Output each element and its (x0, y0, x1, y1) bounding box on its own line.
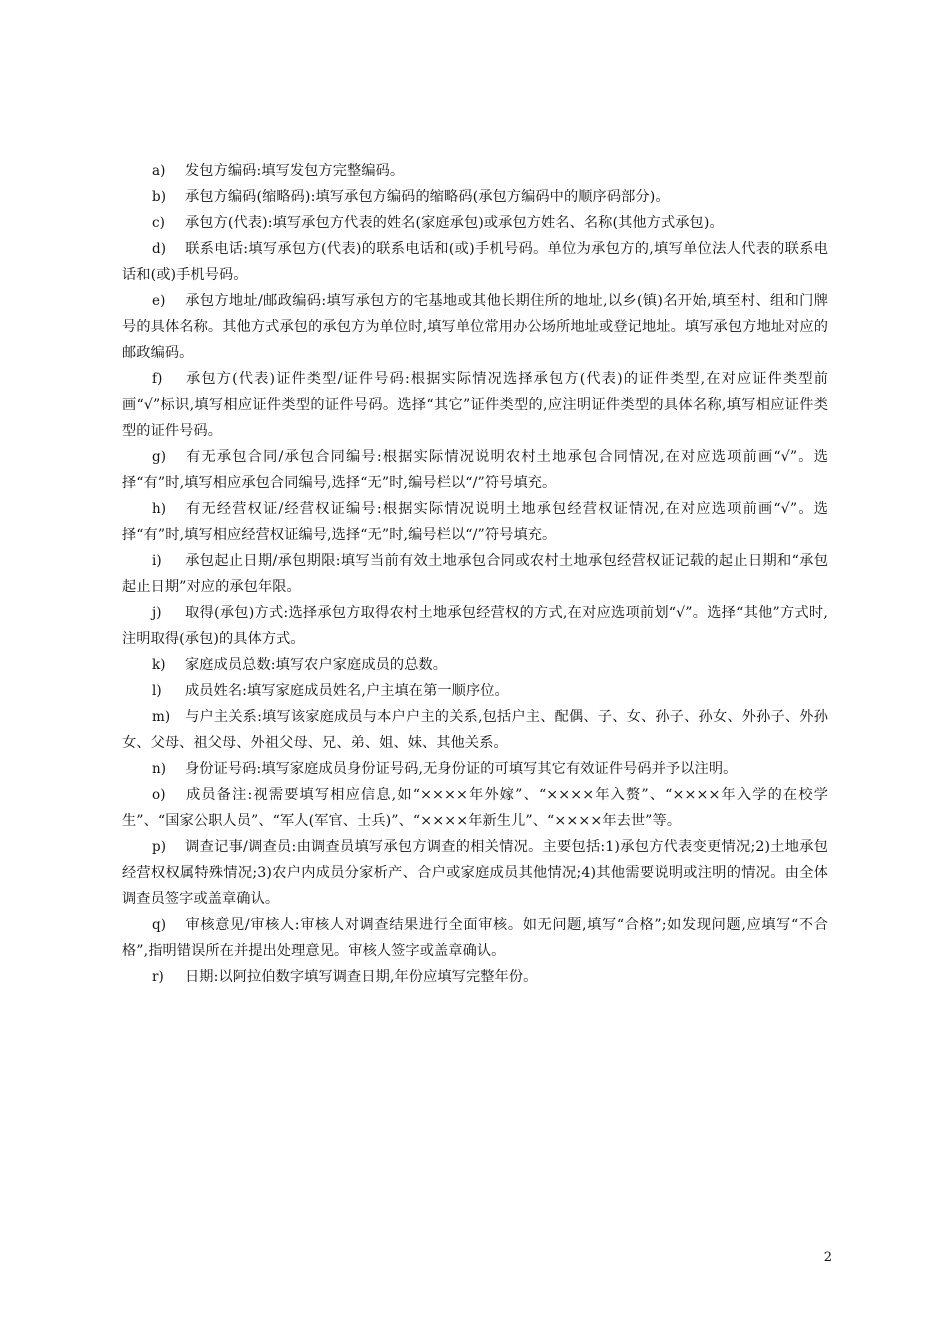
item-text: 有无经营权证/经营权证编号:根据实际情况说明土地承包经营权证情况,在对应选项前画“√”。选择“有”时,填写相应经营权证编号,选择“无”时,编号栏以“/”符号填充。 (122, 501, 828, 543)
list-item-g (122, 444, 828, 496)
list-item-k (122, 652, 828, 678)
list-item-b (122, 184, 828, 210)
item-text: 联系电话:填写承包方(代表)的联系电话和(或)手机号码。单位为承包方的,填写单位法人代表的联系电话和(或)手机号码。 (122, 241, 828, 283)
item-text: 承包方地址/邮政编码:填写承包方的宅基地或其他长期住所的地址,以乡(镇)名开始,填至村、组和门牌号的具体名称。其他方式承包的承包方为单位时,填写单位常用办公场所地址或登记地址。填写承包方地址对应的邮政编码。 (122, 293, 828, 361)
item-text: 成员备注:视需要填写相应信息,如“××××年外嫁”、“××××年入赘”、“××××年入学的在校学生”、“国家公职人员”、“军人(军官、士兵)”、“××××年新生儿”、“××××年去世”等。 (122, 787, 828, 829)
item-text: 取得(承包)方式:选择承包方取得农村土地承包经营权的方式,在对应选项前划“√”。选择“其他”方式时,注明取得(承包)的具体方式。 (122, 605, 828, 647)
item-text: 承包方(代表)证件类型/证件号码:根据实际情况选择承包方(代表)的证件类型,在对应证件类型前画“√”标识,填写相应证件类型的证件号码。选择“其它”证件类型的,应注明证件类型的具体名称,填写相应证件类型的证件号码。 (122, 371, 828, 439)
list-item-i (122, 548, 828, 600)
item-text: 发包方编码:填写发包方完整编码。 (185, 163, 405, 179)
item-label: j) (152, 605, 162, 621)
list-item-r (122, 964, 828, 990)
item-label: i) (152, 553, 162, 569)
item-label: o) (152, 787, 166, 803)
item-label: h) (152, 501, 167, 517)
list-item-d (122, 236, 828, 288)
item-label: b) (152, 189, 167, 205)
page-number: 2 (823, 1250, 832, 1265)
list-item-l (122, 678, 828, 704)
item-text: 日期:以阿拉伯数字填写调查日期,年份应填写完整年份。 (185, 969, 538, 985)
item-label: n) (152, 761, 167, 777)
item-label: g) (152, 449, 167, 465)
list-item-p (122, 834, 828, 912)
item-label: c) (152, 215, 166, 231)
item-text: 承包方(代表):填写承包方代表的姓名(家庭承包)或承包方姓名、名称(其他方式承包)。 (185, 215, 724, 231)
list-item-c (122, 210, 828, 236)
item-text: 审核意见/审核人:审核人对调查结果进行全面审核。如无问题,填写“合格”;如发现问题,应填写“不合格”,指明错误所在并提出处理意见。审核人签字或盖章确认。 (122, 917, 828, 959)
list-item-q (122, 912, 828, 964)
list-item-m (122, 704, 828, 756)
list-item-e (122, 288, 828, 366)
list-item-o (122, 782, 828, 834)
item-label: m) (152, 709, 171, 725)
item-label: p) (152, 839, 167, 855)
item-text: 家庭成员总数:填写农户家庭成员的总数。 (185, 657, 448, 673)
item-label: e) (152, 293, 166, 309)
item-label: r) (152, 969, 164, 985)
item-text: 承包方编码(缩略码):填写承包方编码的缩略码(承包方编码中的顺序码部分)。 (185, 189, 670, 205)
list-item-j (122, 600, 828, 652)
list-item-n (122, 756, 828, 782)
list-item-f (122, 366, 828, 444)
list-item-h (122, 496, 828, 548)
item-label: a) (152, 163, 166, 179)
item-text: 身份证号码:填写家庭成员身份证号码,无身份证的可填写其它有效证件号码并予以注明。 (185, 761, 738, 777)
item-label: f) (152, 371, 163, 387)
item-label: l) (152, 683, 162, 699)
item-text: 成员姓名:填写家庭成员姓名,户主填在第一顺序位。 (185, 683, 509, 699)
item-text: 与户主关系:填写该家庭成员与本户户主的关系,包括户主、配偶、子、女、孙子、孙女、外孙子、外孙女、父母、祖父母、外祖父母、兄、弟、姐、妹、其他关系。 (122, 709, 828, 751)
item-text: 承包起止日期/承包期限:填写当前有效土地承包合同或农村土地承包经营权证记载的起止日期和“承包起止日期”对应的承包年限。 (122, 553, 828, 595)
item-label: q) (152, 917, 167, 933)
item-label: k) (152, 657, 166, 673)
item-label: d) (152, 241, 167, 257)
item-text: 调查记事/调查员:由调查员填写承包方调查的相关情况。主要包括:1)承包方代表变更情况;2)土地承包经营权权属特殊情况;3)农户内成员分家析产、合户或家庭成员其他情况;4)其他需要说明或注明的情况。由全体调查员签字或盖章确认。 (122, 839, 828, 907)
item-text: 有无承包合同/承包合同编号:根据实际情况说明农村土地承包合同情况,在对应选项前画“√”。选择“有”时,填写相应承包合同编号,选择“无”时,编号栏以“/”符号填充。 (122, 449, 828, 491)
instructions-list (122, 158, 828, 990)
list-item-a (122, 158, 828, 184)
